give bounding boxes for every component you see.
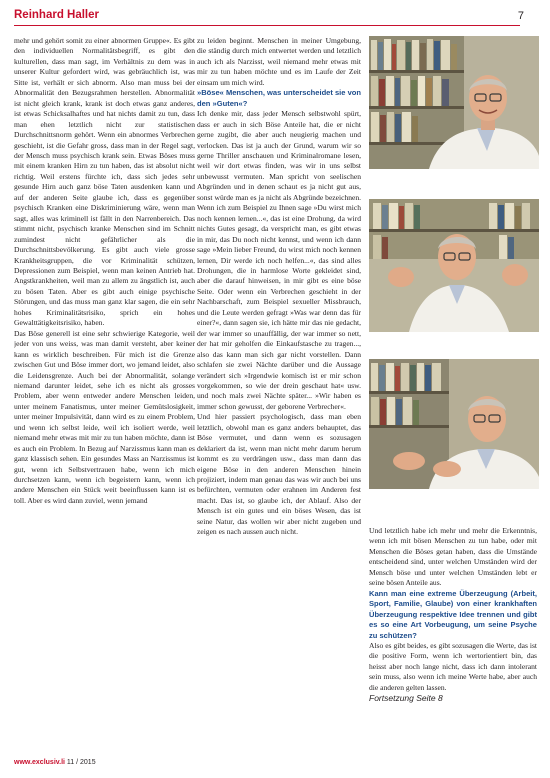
- paragraph: mehr und gehört somit zu einer abnormen Gruppe«. Es gibt den individuellen Normalitätsbegriff, es gibt den kulturellen, dass man sagt, im Verhältnis zu dem was in unserer Kultur gefordert wird, was gebräuchlich ist, was Sitte ist, verhält er sich abnorm. Also man muss bei der Abnormalität den Bezugsrahmen herstellen. Abnormalität ist nicht gleich krank, krank ist doch etwas ganz anderes, ist etwas Schicksalhaftes und hat nichts damit zu tun, dass man ehen letztlich nicht zur statistischen Durchschnittsnorm gehört. Wenn ein abnormes Verbrechen geschieht, ist die Gefahr gross, dass man in der Regel sagt, der Mensch muss psychisch krank sein. Etwas Böses muss mit einem kranken Hirn zu tun haben, das ist absolut nicht richtig. Weil erstens fürchte ich, dass sich jedes sehr gesunde Hirn auch ganz böse Taten ausdenken kann und auf der anderen Seite glaube ich, dass es gegenüber psychisch Kranken eine Diskriminierung wäre, wenn man sagt, alles was kriminell ist fällt in den Narrenbereich. Das stimmt nicht, psychisch kranke Menschen sind im Schnitt zumindest nicht gefährlicher als die Durchschnittsbevölkerung. Es gibt auch viele grosse Krankheitsgruppen, die vor Kriminalität schützen, Depressionen zum Beispiel, wenn man keinen Antrieb hat. Angstkrankheiten, weil man zu allem zu ängstlich ist, auch zu bösen Taten. Aber es gibt auch einige psychische Störungen, und das muss man ganz klar sagen, die ein sehr hohes Kriminalitätsrisiko, sprich ein hohes Gewalttätigkeitsrisiko, haben.: [14, 36, 195, 328]
- continuation-note: Fortsetzung Seite 8: [369, 693, 443, 704]
- photo-haller-gesturing: [369, 199, 539, 332]
- paragraph: Das Böse generell ist eine sehr schwierige Kategorie, weil jeder von uns weiss, was man damit versteht, aber keiner kann es wirklich beschreiben. Für mich ist die Grenze zwischen Gut und Böse immer dort, wo jemand leidet, also die Leidensgrenze. Auch bei der Abnormalität, solange niemand darunter leidet, sehe ich es nicht als grosses Problem, aber wenn entweder andere Menschen leiden, unter meinem Fanatismus, unter meiner Gemütslosigkeit, unter meiner Impulsivität, dann wird es zu einem Problem, und wenn ich selbst leide, weil ich isoliert werde, weil niemand mehr etwas mit mir zu tun haben möchte, dann ist es auch ein Problem. In Bezug auf Narzissmus kann man es ganz klassisch sehen. Ein gesundes Mass an Narzissmus ist gut, wenn ich Selbstvertrauen habe, wenn ich mich durchsetzen kann, wenn ich begeistern kann, wenn ich andere Menschen ein Stück weit beeinflussen kann ist es toll. Aber es wird dann zuviel, wenn jemand: [14, 328, 195, 505]
- footer-issue: 11 / 2015: [66, 759, 96, 766]
- paragraph: Ich denke mir, dass jeder Mensch selbstwohl spürt, dass er auch in sich Böse Anteile hat, die er nicht gerne zugibt, die aber auch neugierig machen und verlocken. Das ist ja auch der Grund, warum wir so gerne Thriller anschauen und Kriminalromane lesen, weil wir dort etwas finden, was wir in uns selbst unbewusst vermuten. Man spricht von seelischen Abgründen und in denen schaut es ja nicht gut aus, sonst würde man es ja nicht als Abgründe bezeichnen. Wenn ich zum Beispiel zu Ihnen sage »Du wirst mich noch kennen lernen...«, das ist eine Drohung, da wird nichts Gutes gesagt, da verspricht man, es gibt etwas in mir, das Du noch nicht kennst, und wenn ich dann sage »Mein lieber Freund, du wirst mich noch kennen lernen, Dir werde ich noch helfen...«, das sind alles Drohungen, die in harmlose Worte gekleidet sind, aber die darauf hinweisen, in mir gibt es eine böse Seite. Oder wenn ein Verbrechen geschieht in der Nachbarschaft, zum Beispiel sexueller Missbrauch, und die Leute werden gefragt »Was war denn das für einer?«, dann sagen sie, ich hätte mir das nie gedacht, der war immer so unauffällig, der war immer so nett, der hat mir geholfen die Einkaufstasche zu tragen..., also das kann man sich gar nicht vorstellen. Dann schlafen sie zwei Nächte darüber und die Aussage verändert sich »Irgendwie komisch ist er mir schon vorgekommen, so wie der drein geschaut hat« usw. und noch mals zwei Nächte später... »Wir haben es immer schon gewusst, der geborene Verbrecher«.: [197, 109, 361, 411]
- author-name: Reinhard Haller: [14, 9, 99, 21]
- paragraph: Also es gibt beides, es gibt sozusagen die Werte, das ist die positive Form, wenn ich wertorientiert bin, das heisst aber noch lange nicht, dass ich dann intolerant sein muss, also wenn ich meine Werte habe, aber auch die anderen gelten lassen.: [369, 640, 537, 692]
- interview-question: Kann man eine extreme Überzeugung (Arbeit, Sport, Familie, Glaube) von einer krankhaften Überzeugung respektive Idee trennen und gibt es so eine Art Vorbeugung, um seine Psyche zu schützen?: [369, 588, 537, 640]
- header-rule: [14, 25, 520, 26]
- footer-brand: www.exclusiv.li: [14, 759, 65, 766]
- text-column-1: [14, 36, 195, 736]
- paragraph: zu leiden beginnt. Menschen in meiner Umgebung, die ständig durch mich entwertet werden und letztlich auch ich als Narzisst, weil niemand mehr etwas mit mir zu tun haben möchte und es im Laufe der Zeit einsam um mich wird.: [197, 36, 361, 87]
- page-number: 7: [517, 10, 524, 22]
- subheading: »Böse« Menschen, was unterscheidet sie von den »Guten«?: [197, 88, 361, 108]
- text-column-3: [369, 526, 537, 736]
- page-header: [0, 0, 550, 28]
- photo-haller-explaining: [369, 359, 539, 489]
- text-column-2: [197, 36, 361, 748]
- paragraph: Und letztlich habe ich mehr und mehr die Erkenntnis, wenn ich mit bösen Menschen zu tun habe, oder mit Menschen die Böses getan haben, dass die Umstände entscheidend sind, unter welchen Umständen wird der Mensch böse und unter welchen Umständen lebt er seine bösen Anteile aus.: [369, 526, 537, 588]
- photo-haller-smiling: [369, 36, 539, 169]
- paragraph: Und hier passiert psychologisch, dass man eben letztlich, obwohl man es ganz anders behauptet, das Böse vermutet, und dann wenn es sozusagen deklariert da ist, wenn man nicht mehr darum herum kommt es zu verdrängen usw., dass man dann das eigene Böse in den anderen Menschen hinein projiziert, indem man genau das was wir auch bei uns befürchten, vermuten oder erahnen im Anderen fest macht. Das ist, so glaube ich, der Ablauf. Also der Mensch ist ein gutes und ein böses Wesen, das ist seine Natur, das wollen wir aber nicht zugeben und zeigen es nach aussen auch nicht.: [197, 412, 361, 537]
- page-footer: [14, 759, 96, 766]
